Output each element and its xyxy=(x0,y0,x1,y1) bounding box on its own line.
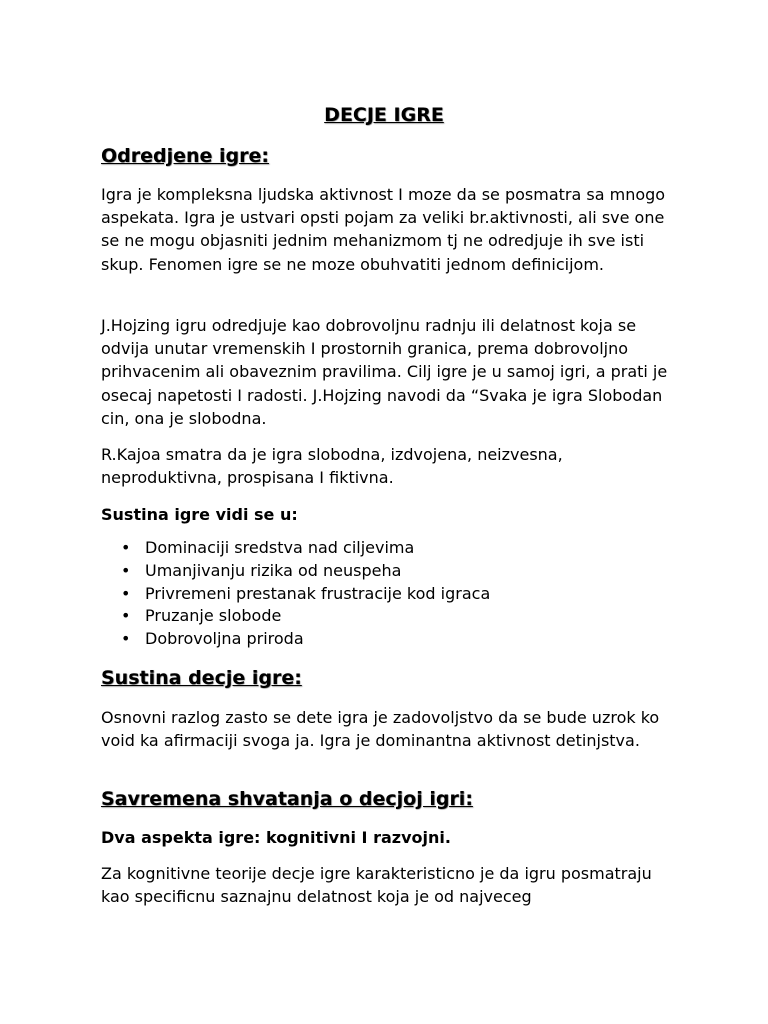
bullet-list xyxy=(101,537,490,651)
section-heading-savremena-shvatanja: Savremena shvatanja o decjoj igri: xyxy=(101,788,473,810)
list-item-text: Umanjivanju rizika od neuspeha xyxy=(145,560,402,580)
list-item-text: Pruzanje slobode xyxy=(145,606,282,626)
list-item xyxy=(101,605,490,628)
list-item xyxy=(101,583,490,606)
list-item xyxy=(101,537,490,560)
bullet-icon: • xyxy=(121,606,131,626)
document-title: DECJE IGRE xyxy=(324,104,444,126)
subheading-sustina-igre: Sustina igre vidi se u: xyxy=(101,505,298,524)
paragraph-hojzing: J.Hojzing igru odredjuje kao dobrovoljnu radnju ili delatnost koja se odvija unutar vremenskih I prostornih granica, prema dobrovoljno prihvacenim ali obaveznim pravilima. Cilj igre je u samoj igri, a prati je osecaj napetosti I radosti. J.Hojzing navodi da “Svaka je igra Slobodan cin, ona je slobodna. xyxy=(101,316,668,428)
section-heading-sustina-decje-igre: Sustina decje igre: xyxy=(101,667,302,689)
bullet-icon: • xyxy=(121,538,131,557)
paragraph-kajoa: R.Kajoa smatra da je igra slobodna, izdvojena, neizvesna, neproduktivna, prospisana I fiktivna. xyxy=(101,445,563,488)
bullet-icon: • xyxy=(121,560,131,580)
list-item-text: Dobrovoljna priroda xyxy=(145,629,304,649)
list-item xyxy=(101,628,490,651)
section-heading-odredjene-igre: Odredjene igre: xyxy=(101,145,270,167)
bullet-icon: • xyxy=(121,583,131,603)
paragraph-igra-kompleksna: Igra je kompleksna ljudska aktivnost I moze da se posmatra sa mnogo aspekata. Igra je ustvari opsti pojam za veliki br.aktivnosti, ali sve one se ne mogu objasniti jednim mehanizmom tj ne odredjuje ih sve isti skup. Fenomen igre se ne moze obuhvatiti jednom definicijom. xyxy=(101,185,666,274)
list-item-text: Privremeni prestanak frustracije kod igraca xyxy=(145,583,491,603)
list-item-text: Dominaciji sredstva nad ciljevima xyxy=(145,538,415,557)
bullet-icon: • xyxy=(121,629,131,649)
list-item xyxy=(101,560,490,583)
paragraph-kognitivne-teorije: Za kognitivne teorije decje igre karakteristicno je da igru posmatraju kao specificnu saznajnu delatnost koja je od najveceg xyxy=(101,864,652,907)
paragraph-osnovni-razlog: Osnovni razlog zasto se dete igra je zadovoljstvo da se bude uzrok ko void ka afirmaciji svoga ja. Igra je dominantna aktivnost detinjstva. xyxy=(101,708,660,751)
subheading-dva-aspekta: Dva aspekta igre: kognitivni I razvojni. xyxy=(101,828,451,847)
